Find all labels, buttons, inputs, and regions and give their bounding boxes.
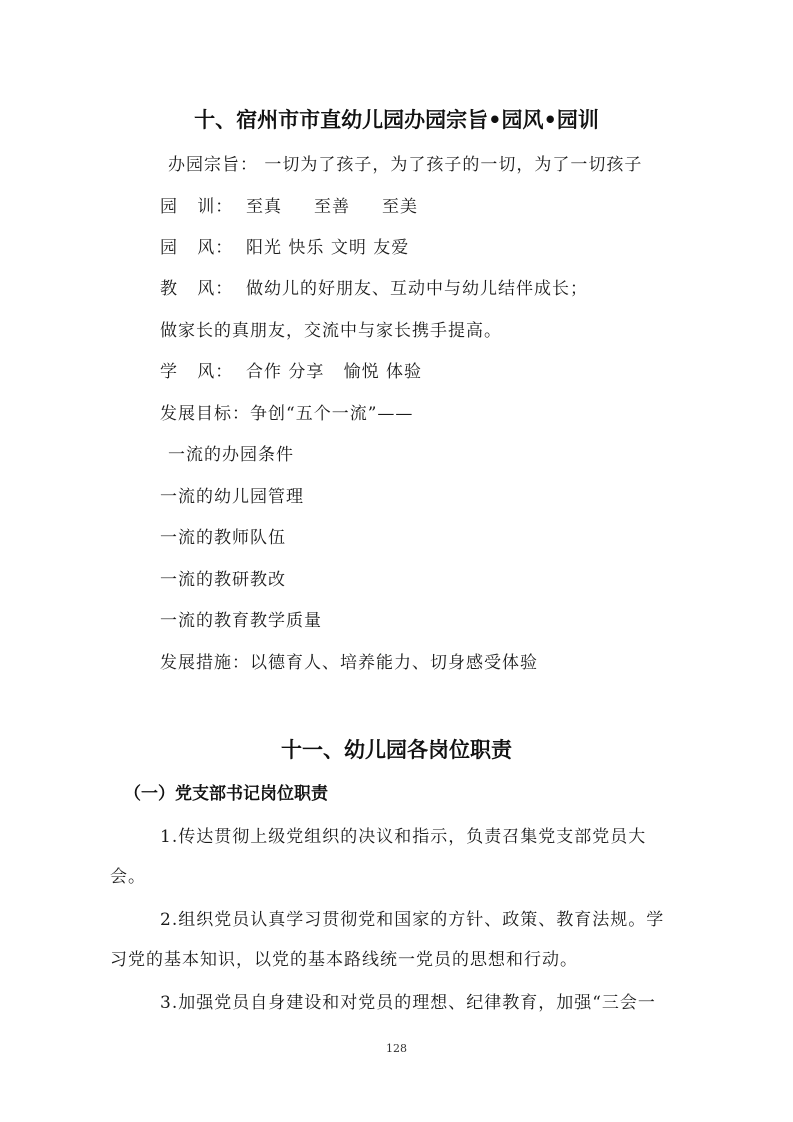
duty-2-line-1: 2.组织党员认真学习贯彻党和国家的方针、政策、教育法规。学	[160, 910, 665, 930]
duty-2-line-2: 习党的基本知识，以党的基本路线统一党员的思想和行动。	[110, 950, 578, 970]
goal-item-5: 一流的教育教学质量	[160, 611, 322, 631]
subsection-title: （一）党支部书记岗位职责	[124, 784, 328, 804]
learning-style-line: 学 风： 合作 分享 愉悦 体验	[160, 362, 423, 382]
mission-line: 办园宗旨： 一切为了孩子，为了孩子的一切，为了一切孩子	[168, 155, 643, 175]
goal-item-1: 一流的办园条件	[168, 445, 294, 465]
teaching-style-continuation: 做家长的真朋友，交流中与家长携手提高。	[160, 321, 502, 341]
development-measures-line: 发展措施：以德育人、培养能力、切身感受体验	[160, 653, 538, 673]
goal-item-4: 一流的教研教改	[160, 570, 286, 590]
duty-3-line-1: 3.加强党员自身建设和对党员的理想、纪律教育，加强“三会一	[160, 993, 656, 1013]
section-11-title: 十一、幼儿园各岗位职责	[281, 738, 512, 762]
duty-1-line-2: 会。	[110, 867, 146, 887]
teaching-style-line: 教 风： 做幼儿的好朋友、互动中与幼儿结伴成长；	[160, 279, 589, 299]
motto-line: 园 训： 至真 至善 至美	[160, 197, 419, 217]
duty-1-line-1: 1.传达贯彻上级党组织的决议和指示，负责召集党支部党员大	[160, 827, 647, 847]
page-number: 128	[386, 1042, 407, 1055]
goal-item-2: 一流的幼儿园管理	[160, 487, 304, 507]
goal-item-3: 一流的教师队伍	[160, 528, 286, 548]
section-10-title: 十、宿州市市直幼儿园办园宗旨•园风•园训	[194, 108, 599, 132]
school-style-line: 园 风： 阳光 快乐 文明 友爱	[160, 238, 410, 258]
development-goal-line: 发展目标：争创“五个一流”——	[160, 404, 414, 424]
